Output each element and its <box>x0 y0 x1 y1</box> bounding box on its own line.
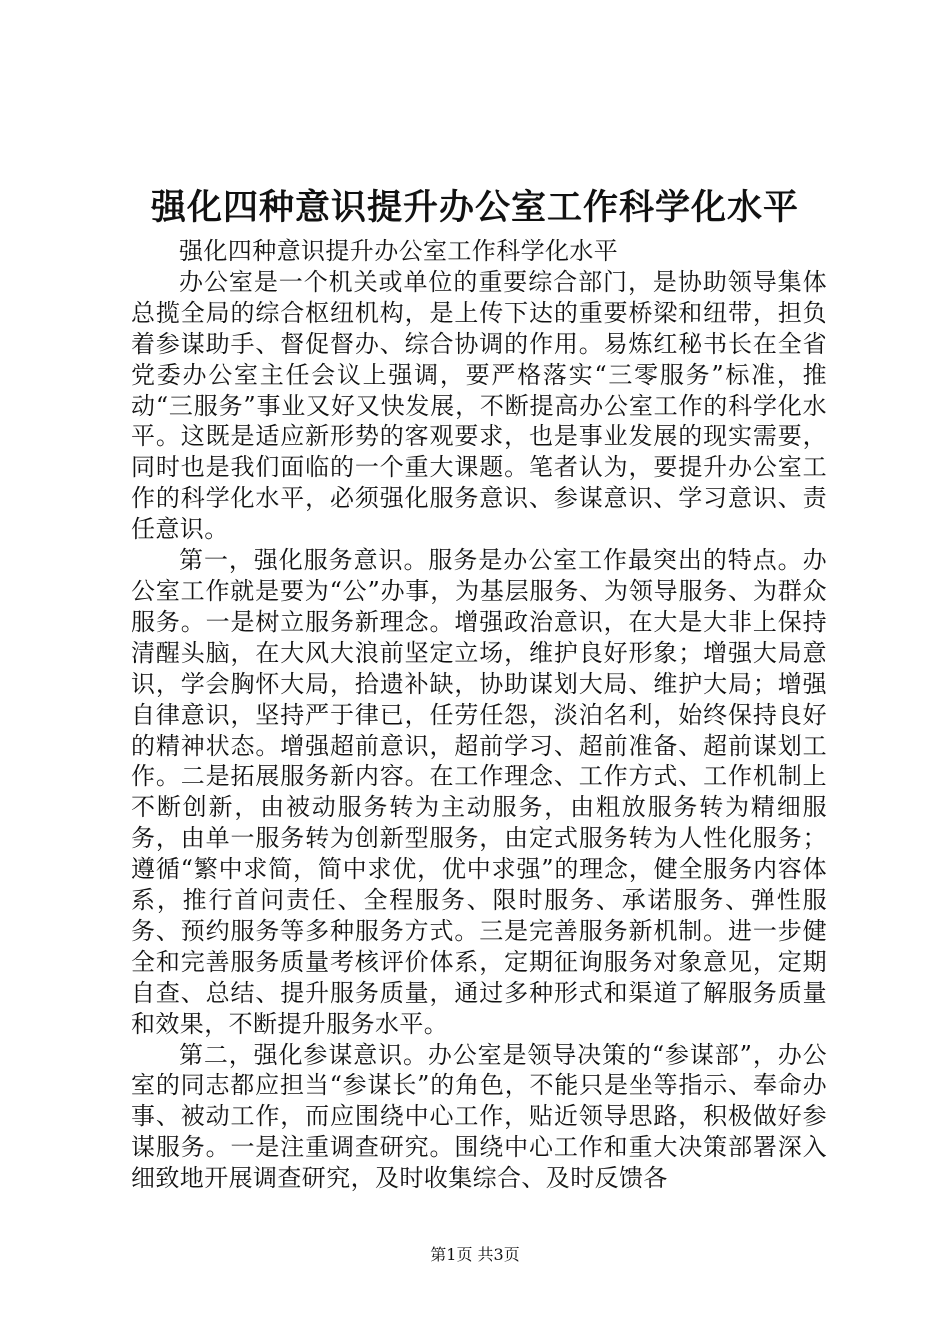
document-body <box>131 236 827 1194</box>
document-title: 强化四种意识提升办公室工作科学化水平 <box>150 187 799 228</box>
advisory-awareness-paragraph: 第二，强化参谋意识。办公室是领导决策的“参谋部”，办公室的同志都应担当“参谋长”的角色，不能只是坐等指示、奉命办事、被动工作，而应围绕中心工作，贴近领导思路，积极做好参谋服务。一是注重调查研究。围绕中心工作和重大决策部署深入细致地开展调查研究，及时收集综合、及时反馈各 <box>131 1040 827 1193</box>
subtitle-paragraph: 强化四种意识提升办公室工作科学化水平 <box>179 237 619 265</box>
service-awareness-paragraph: 第一，强化服务意识。服务是办公室工作最突出的特点。办公室工作就是要为“公”办事，为基层服务、为领导服务、为群众服务。一是树立服务新理念。增强政治意识，在大是大非上保持清醒头脑，在大风大浪前坚定立场，维护良好形象；增强大局意识，学会胸怀大局，拾遗补缺，协助谋划大局、维护大局；增强自律意识，坚持严于律已，任劳任怨，淡泊名利，始终保持良好的精神状态。增强超前意识，超前学习、超前准备、超前谋划工作。二是拓展服务新内容。在工作理念、工作方式、工作机制上不断创新，由被动服务转为主动服务，由粗放服务转为精细服务，由单一服务转为创新型服务，由定式服务转为人性化服务；遵循“繁中求简，简中求优，优中求强”的理念，健全服务内容体系，推行首问责任、全程服务、限时服务、承诺服务、弹性服务、预约服务等多种服务方式。三是完善服务新机制。进一步健全和完善服务质量考核评价体系，定期征询服务对象意见，定期自查、总结、提升服务质量，通过多种形式和渠道了解服务质量和效果，不断提升服务水平。 <box>131 546 827 1038</box>
page-footer: 第1页 共3页 <box>430 1245 520 1264</box>
intro-paragraph: 办公室是一个机关或单位的重要综合部门，是协助领导集体总揽全局的综合枢纽机构，是上传下达的重要桥梁和纽带，担负着参谋助手、督促督办、综合协调的作用。易炼红秘书长在全省党委办公室主任会议上强调，要严格落实“三零服务”标准，推动“三服务”事业又好又快发展，不断提高办公室工作的科学化水平。这既是适应新形势的客观要求，也是事业发展的现实需要，同时也是我们面临的一个重大课题。笔者认为，要提升办公室工作的科学化水平，必须强化服务意识、参谋意识、学习意识、责任意识。 <box>131 267 827 544</box>
